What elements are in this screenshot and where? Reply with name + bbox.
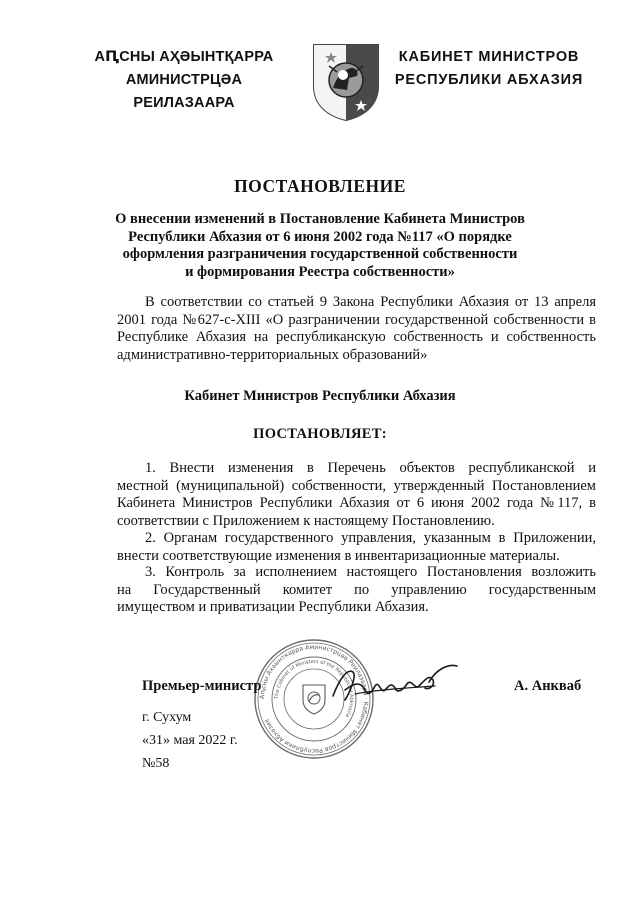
abkhazia-coat-of-arms-icon [311, 42, 381, 122]
resolves-line: ПОСТАНОВЛЯЕТ: [253, 426, 387, 442]
preamble-line: 2001 года №627-с-XIII «О разграничении государственной собственности в [117, 311, 596, 328]
preamble-line: В соответствии со статьей 9 Закона Республики Абхазия от 13 апреля [145, 294, 596, 310]
document-subtitle [110, 211, 530, 281]
header-left-line1: АԤСНЫ АҲӘЫНТҚАРРА [94, 49, 274, 65]
document-title: ПОСТАНОВЛЕНИЕ [234, 176, 406, 196]
item-2-line: 2. Органам государственного управления, указанным в Приложении, [145, 530, 596, 546]
subtitle-line: и формирования Реестра собственности» [185, 263, 455, 280]
subtitle-line: оформления разграничения государственной собственности [122, 246, 518, 262]
place-of-issue: г. Сухум [142, 710, 192, 725]
seal-outer-text: Аҧсны Ахәынткарра Аминистрцәа Реилазаара · Кабинет Министров Республики Абхазия [258, 643, 370, 755]
preamble-paragraph [117, 294, 596, 364]
item-2-paragraph [117, 530, 596, 565]
header-right-line2: РЕСПУБЛИКИ АБХАЗИЯ [394, 72, 584, 88]
item-1-line: 1. Внести изменения в Перечень объектов республиканской и [145, 460, 596, 476]
preamble-line: Республике Абхазия на республиканскую собственность и собственность [117, 329, 596, 345]
issuer-line: Кабинет Министров Республики Абхазия [184, 388, 456, 404]
item-3-line: 3. Контроль за исполнением настоящего Постановления возложить [145, 564, 596, 580]
document-number: №58 [142, 756, 170, 771]
signer-name: А. Анкваб [514, 678, 582, 694]
item-2-line: внести соответствующие изменения в инвентаризационные материалы. [117, 547, 560, 564]
item-1-paragraph [117, 460, 596, 530]
item-1-line: соответствии с Приложением к настоящему Постановлению. [117, 512, 495, 529]
item-1-line: Кабинета Министров Республики Абхазия от 6 июня 2002 года №117, в [117, 495, 596, 511]
issue-date: «31» мая 2022 г. [142, 733, 238, 748]
item-3-paragraph [117, 564, 596, 617]
seal-inner-text: The Cabinet of Ministers of the Republic of Abkhazia [273, 658, 355, 719]
header-left-abkhaz [74, 46, 294, 115]
item-1-line: местной (муниципальной) собственности, утвержденный Постановлением [117, 477, 596, 494]
subtitle-line: О внесении изменений в Постановление Кабинета Министров [115, 211, 525, 227]
preamble-line: административно-территориальных образований» [117, 346, 428, 363]
item-3-line: на Государственный комитет по управлению государственным [117, 581, 596, 598]
handwritten-signature [325, 660, 465, 710]
header-right-line1: КАБИНЕТ МИНИСТРОВ [398, 49, 580, 65]
signer-position: Премьер-министр [142, 678, 262, 694]
item-3-line: имуществом и приватизации Республики Абхазия. [117, 599, 429, 615]
header-left-line2: АМИНИСТРЦӘА РЕИЛАЗААРА [125, 72, 243, 111]
subtitle-line: Республики Абхазия от 6 июня 2002 года №117 «О порядке [128, 228, 512, 245]
header-right-russian [394, 46, 584, 92]
